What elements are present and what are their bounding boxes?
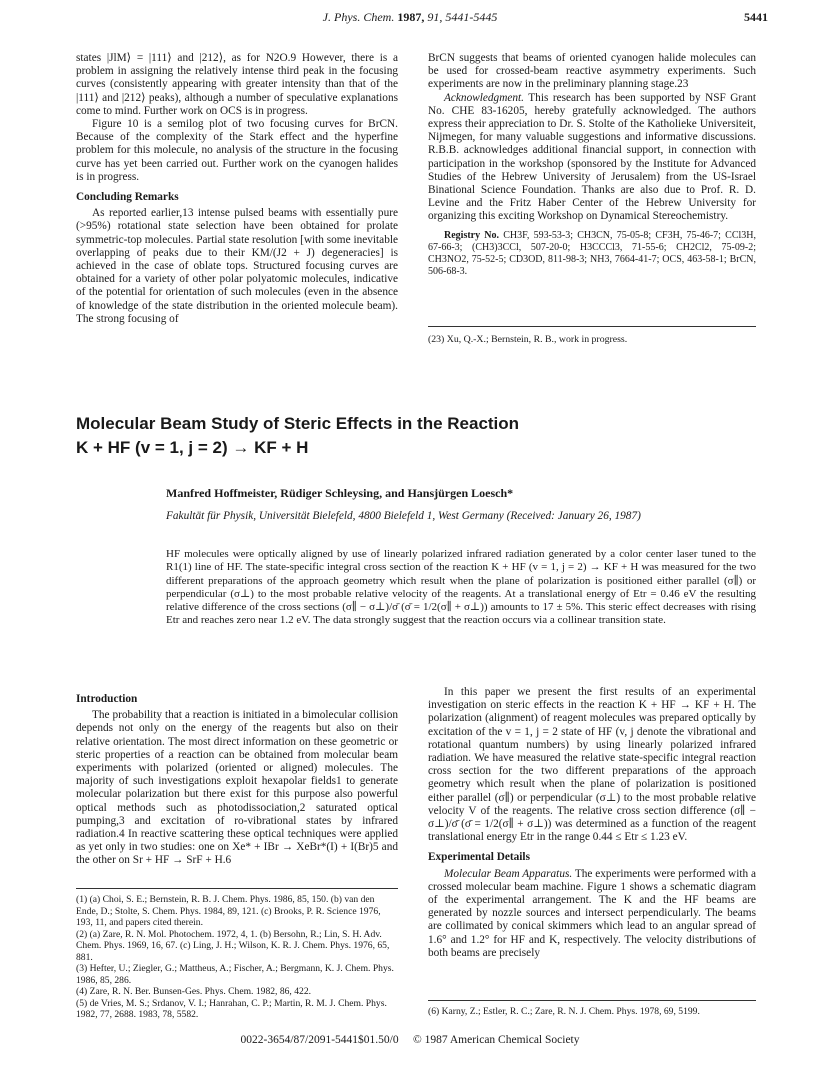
acknowledgment-paragraph [428,92,756,224]
article-affiliation: Fakultät für Physik, Universität Bielefeld, 4800 Bielefeld 1, West Germany (Received: January 26, 1987) [166,510,641,522]
concluding-remarks-paragraph: As reported earlier,13 intense pulsed beams with essentially pure (>95%) rotational state selection have been obtained for prolate symmetric-top molecules. Partial state resolution [with some inevitable overlapping of peaks due to their KM/(J2 + J) degeneracies] is achieved in the case of oblate tops. Structured focusing curves are obtained for a variety of other polar polyatomic molecules, indicative of the potential for orientation of such molecules (even in the absence of knowledge of the state distribution in the oriented molecule beam). The strong focusing of [76,207,398,325]
title-line-2: K + HF (v = 1, j = 2) → KF + H [76,438,309,457]
footnote-3: (3) Hefter, U.; Ziegler, G.; Mattheus, A.; Fischer, A.; Bergmann, K. J. Chem. Phys. 1986, 85, 286. [76,963,394,986]
acknowledgment-label: Acknowledgment. [444,91,524,104]
footnote-divider-right [428,1000,756,1001]
experimental-text: The experiments were performed with a crossed molecular beam machine. Figure 1 shows a schematic diagram of the experimental arrangement. The K and the HF beams are generated by nozzle sources and intersect perpendicularly. The beams are collimated by conical skimmers which lead to an angular spread of 1.6° and 1.2° for HF and K, respectively. The velocity distributions of both beams are precisely [428,867,756,959]
journal-name: J. Phys. Chem. [322,10,395,24]
registry-numbers [428,230,756,278]
page-footer [0,1034,820,1046]
journal-volume: 91, [427,10,443,24]
prev-right-paragraph: BrCN suggests that beams of oriented cyanogen halide molecules can be used for crossed-beam reactive asymmetry experiments. Such experiments are now in the preliminary planning stage.23 [428,52,756,91]
running-head [0,4,820,24]
experimental-paragraph [428,868,756,960]
article-right-column [428,686,756,960]
journal-citation [0,10,820,25]
registry-text: CH3F, 593-53-3; CH3CN, 75-05-8; CF3H, 75-46-7; CCl3H, 67-66-3; (CH3)3CCl, 507-20-0; H3CCCl3, 71-55-6; CH2Cl2, 75-09-2; CH3NO2, 75-52-5; CD3OD, 811-98-3; NH3, 7664-41-7; OCS, 463-58-1; BrCN, 506-68-3. [428,229,756,277]
article-abstract: HF molecules were optically aligned by use of linearly polarized infrared radiation generated by a color center laser tuned to the R1(1) line of HF. The state-specific integral cross section of the reaction K + HF (v = 1, j = 2) → KF + H was measured for the two different preparations of the approach geometry which result when the plane of polarization is positioned either parallel (σ∥) or perpendicular (σ⊥) to the most probable relative velocity of the reagents. At a translational energy of Etr = 0.46 eV the resulting relative difference of the cross sections (σ∥ − σ⊥)/σ̄ (σ̄ = 1/2(σ∥ + σ⊥)) amounts to 17 ± 5%. This steric effect decreases with rising Etr and reaches zero near 1.2 eV. The data strongly suggest that the reaction occurs via a collinear transition state. [166,548,756,627]
page-number: 5441 [744,10,768,24]
footnote-divider [428,326,756,327]
title-line-1: Molecular Beam Study of Steric Effects in the Reaction [76,414,520,433]
article-title [76,412,756,460]
journal-pages: 5441-5445 [445,10,498,24]
experimental-heading: Experimental Details [428,851,530,864]
experimental-subhead: Molecular Beam Apparatus. [444,867,573,880]
acknowledgment-text: This research has been supported by NSF Grant No. CHE 83-16205, hereby gratefully acknowledged. The authors express their appreciation to Dr. S. Stolte of the Katholieke Universiteit, Nijmegen, for many valuable suggestions and informative discussions. R.B.B. acknowledges additional financial support, in connection with participation in the workshop (sponsored by the Institute for Advanced Studies of the Hebrew University of Jerusalem) from the US-Israel Binational Science Foundation. Thanks are also due to Prof. R. D. Levine and the Fritz Haber Center of the Hebrew University for organizing this exciting Workshop on Dynamical Stereochemistry. [428,91,756,223]
journal-year: 1987, [397,10,425,24]
article-right-paragraph: In this paper we present the first results of an experimental investigation on steric effects in the reaction K + HF → KF + H. The polarization (alignment) of reagent molecules was prepared optically by excitation of the v = 1, j = 2 state of HF (v, j denote the vibrational and rotational quantum numbers) by using linearly polarized infrared radiation. We have measured the relative state-specific integral reaction cross section for the two different preparations of the approach geometry which result when the plane of polarization is positioned either parallel (σ∥) or perpendicular (σ⊥) to the most probable relative velocity V of the reagents. The relative cross section difference (σ∥ − σ⊥)/σ̄ (σ̄ = 1/2(σ∥ + σ⊥)) was determined as a function of the reagent translational energy Etr in the range 0.44 ≤ Etr ≤ 1.23 eV. [428,686,756,844]
footnotes-left [76,894,398,1021]
concluding-remarks-heading: Concluding Remarks [76,191,179,204]
footnote-4: (4) Zare, R. N. Ber. Bunsen-Ges. Phys. Chem. 1982, 86, 422. [76,986,312,997]
introduction-paragraph: The probability that a reaction is initiated in a bimolecular collision depends not only on the energy of the reagents but also on their relative orientation. The most direct information on these geometric or steric properties of a reaction can be obtained from molecular beam experiments with polarized (oriented or aligned) molecules. The majority of such investigations exploit hexapolar fields1 to generate molecular polarization but there exist for this purpose also powerful optical methods such as photodissociation,2 saturated optical pumping,3 and excitation of ro-vibrational states by infrared radiation.4 In reactive scattering these optical techniques were applied as yet only in two studies: one on Xe* + IBr → XeBr*(I) + I(Br)5 and the other on Sr + HF → SrF + H.6 [76,709,398,867]
footnote-divider-left [76,888,398,889]
footnote-23: (23) Xu, Q.-X.; Bernstein, R. B., work in progress. [428,334,628,345]
prev-article-right-column [428,52,756,278]
footnote-6: (6) Karny, Z.; Estler, R. C.; Zare, R. N. J. Chem. Phys. 1978, 69, 5199. [428,1006,700,1017]
footnote-5: (5) de Vries, M. S.; Srdanov, V. I.; Hanrahan, C. P.; Martin, R. M. J. Chem. Phys. 1982, 77, 2688. 1983, 78, 5582. [76,997,387,1020]
article-authors: Manfred Hoffmeister, Rüdiger Schleysing, and Hansjürgen Loesch* [166,486,514,500]
prev-article-left-column [76,52,398,326]
footer-code: 0022-3654/87/2091-5441$01.50/0 [240,1034,399,1046]
article-left-column [76,686,398,868]
footnote-2: (2) (a) Zare, R. N. Mol. Photochem. 1972, 4, 1. (b) Bersohn, R.; Lin, S. H. Adv. Chem. Phys. 1969, 16, 67. (c) Ling, J. H.; Wilson, K. R. J. Chem. Phys. 1976, 65, 881. [76,928,390,963]
footnote-1: (1) (a) Choi, S. E.; Bernstein, R. B. J. Chem. Phys. 1986, 85, 150. (b) van den Ende, D.; Stolte, S. Chem. Phys. 1984, 89, 121. (c) Brooks, P. R. Science 1976, 193, 11, and papers cited therein. [76,894,381,928]
footer-copyright: © 1987 American Chemical Society [412,1034,580,1046]
prev-paragraph-1: states |JlM⟩ = |111⟩ and |212⟩, as for N2O.9 However, there is a problem in assigning the relatively intense third peak in the focusing curves (consistently appearing with greater intensity than that of the |111⟩ and |212⟩ peaks), although a number of speculative explanations come to mind. Further work on OCS is in progress. [76,52,398,117]
prev-paragraph-2: Figure 10 is a semilog plot of two focusing curves for BrCN. Because of the complexity of the Stark effect and the hyperfine problem for this molecule, no analysis of the structure in the focusing curve has yet been carried out. Further work on the cyanogen halides is in progress. [76,118,398,183]
introduction-heading: Introduction [76,693,138,705]
registry-label: Registry No. [444,229,500,241]
